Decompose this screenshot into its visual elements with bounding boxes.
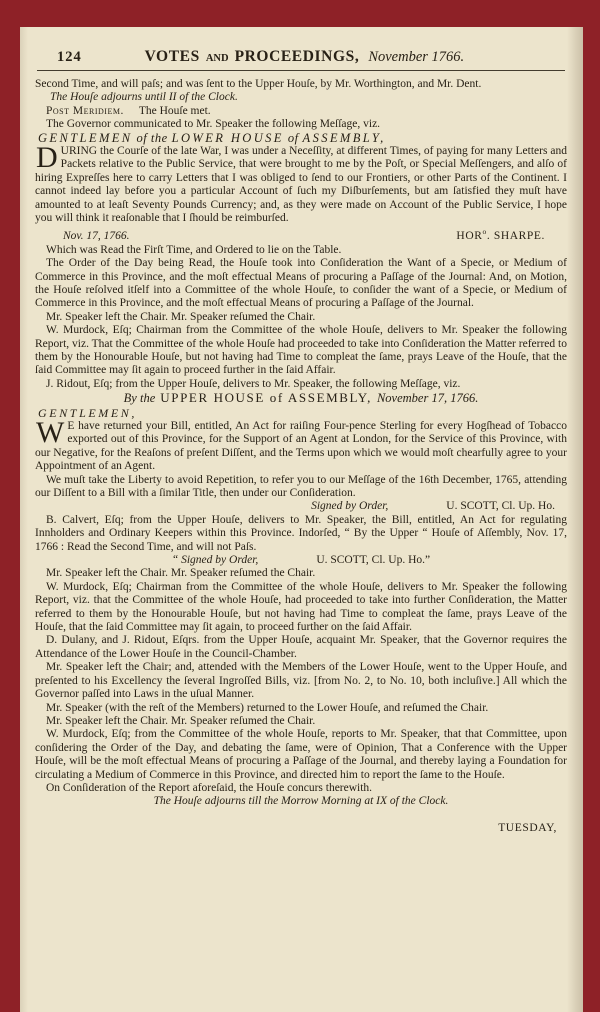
catchword-row bbox=[35, 822, 567, 835]
ridout-message-line: J. Ridout, Eſq; from the Upper Houſe, delivers to Mr. Speaker, the following Meſſage, viz. bbox=[46, 377, 461, 390]
salutation-gentlemen: GENTLEMEN bbox=[38, 130, 133, 145]
upper-house-heading bbox=[35, 391, 567, 406]
upper-heading-prefix: By the bbox=[123, 391, 156, 406]
order-of-day-paragraph: The Order of the Day being Read, the Houſe took into Conſideration the Want of a Specie, or Medium of Commerce in this Province, and the moſt effectual Means of procuring a Paſſage of the Journal: And, on Motion, the Houſe reſolved itſelf into a Committee of the whole Houſe, to conſider the want of a Specie, or Medium of Commerce in this Province, and the moſt effectual Means of procuring a Paſſage of the Journal. bbox=[35, 257, 567, 310]
page-number: 124 bbox=[57, 49, 82, 65]
governor-message-body bbox=[35, 141, 567, 225]
scott-signature-2: U. SCOTT, Cl. Up. Ho.” bbox=[316, 554, 431, 567]
speaker-chair-line-2: Mr. Speaker left the Chair. Mr. Speaker reſumed the Chair. bbox=[46, 567, 316, 580]
document-text bbox=[35, 78, 567, 835]
upper-house-message-body bbox=[35, 415, 567, 474]
murdock-report-2: W. Murdock, Eſq; Chairman from the Committee of the whole Houſe, delivers to Mr. Speaker the following Report, viz. that the Committee of the whole Houſe, had proceeded to take into further Conſideration, the Matter referred to them by the Honourable Houſe, but not having had Time to compleat the ſame, prays Leave of the Houſe, that the ſaid Committee may ſit again, to proceed further on the ſaid Affair. bbox=[35, 580, 567, 634]
post-meridiem-label: Post Meridiem. bbox=[46, 104, 124, 117]
governor-message-intro: The Governor communicated to Mr. Speaker the following Meſſage, viz. bbox=[46, 118, 381, 131]
scott-signature-1: U. SCOTT, Cl. Up. Ho. bbox=[446, 500, 555, 513]
speaker-chair-line-1: Mr. Speaker left the Chair. Mr. Speaker reſumed the Chair. bbox=[46, 310, 316, 323]
paper-shadow-left bbox=[20, 0, 28, 1012]
salutation-assembly: ASSEMBLY, bbox=[302, 130, 386, 145]
calvert-paragraph: B. Calvert, Eſq; from the Upper Houſe, delivers to Mr. Speaker, the Bill, entitled, An Act for regulating Innholders and Ordinary Keepers within this Province. Indorſed, “ By the Upper “ Houſe of Aſſembly, Nov. 17, 1766 : Read the Second Time, and will not Paſs. bbox=[35, 513, 567, 553]
signed-by-order-2: “ Signed by Order, bbox=[171, 554, 259, 567]
title-word-and: AND bbox=[205, 53, 229, 64]
dulany-ridout-paragraph: D. Dulany, and J. Ridout, Eſqrs. from the Upper Houſe, acquaint Mr. Speaker, that the Governor requires the Attendance of the Lower Houſe in the Council-Chamber. bbox=[35, 634, 567, 660]
title-word-votes: VOTES bbox=[144, 48, 200, 65]
paragraph-continuation: Second Time, and will paſs; and was ſent to the Upper Houſe, by Mr. Worthington, and Mr. Dent. bbox=[35, 78, 482, 90]
sharpe-signature bbox=[456, 225, 545, 243]
gentlemen-salutation: GENTLEMEN, bbox=[38, 405, 138, 420]
message-date: Nov. 17, 1766. bbox=[63, 230, 130, 243]
page-title bbox=[82, 48, 567, 66]
murdock-report-3: W. Murdock, Eſq; from the Committee of the whole Houſe, reports to Mr. Speaker, that that Committee, upon conſidering the Order of the Day, and debating the ſame, were of Opinion, That a Conference with the Upper Houſe, will be the moſt effectual Means of procuring a Paſſage of the Journal, and thereby laying a Foundation for circulating a Medium of Commerce in this Province, and directed him to report the ſame to the Houſe. bbox=[35, 728, 567, 781]
house-met-text: The Houſe met. bbox=[138, 104, 211, 117]
sharpe-name-rest: . SHARPE. bbox=[486, 230, 545, 243]
signed-by-order-1: Signed by Order, bbox=[311, 500, 389, 513]
repetition-paragraph: We muſt take the Liberty to avoid Repetition, to refer you to our Meſſage of the 16th December, 1765, attending our Diſſent to a Bill with a ſimilar Title, then under our Conſideration. bbox=[35, 473, 567, 500]
scott-signature-row-2 bbox=[35, 554, 567, 567]
ingrossed-bills-paragraph: Mr. Speaker left the Chair; and, attended with the Members of the Lower Houſe, went to the Upper Houſe, and preſented to his Excellency the ſeveral Ingroſſed Bills, viz. [from No. 2, to No. 10, both incluſive.] All which the Governor paſſed into Laws in the uſual Manner. bbox=[35, 661, 567, 701]
drop-cap-w: W bbox=[36, 415, 65, 449]
scott-signature-row-1 bbox=[35, 500, 567, 513]
page-edge-top bbox=[0, 0, 600, 27]
first-reading-line: Which was Read the Firſt Time, and Ordered to lie on the Table. bbox=[46, 243, 342, 256]
paper-shadow-right bbox=[567, 0, 583, 1012]
upper-house-message-text: E have returned your Bill, entitled, An Act for raiſing Four-pence Sterling for every Hogſhead of Tobacco exported out of this Province, for the Support of an Agent at London, for the Service of this Province, with our Negative, for the Reaſons of preſent Diſſent, and the Terms upon which we would moſt chearfully agree to your Appointment of an Agent. bbox=[35, 419, 567, 473]
sharpe-name-part: HOR bbox=[456, 230, 483, 243]
page-edge-right bbox=[583, 0, 600, 1012]
adjournment-two-oclock: The Houſe adjourns until II of the Clock. bbox=[50, 91, 238, 104]
governor-message-text: URING the Courſe of the late War, I was under a Neceſſity, at different Times, of paying for many Letters and Packets relative to the Public Service, that were brought to me by the Poſt, or Special Meſſengers, and alſo of hiring Expreſſes here to carry Letters that I was obliged to ſend to our Frontiers, or other Parts of the Continent. I cannot indeed lay before you a particular Account of ſuch my Diſburſements, but am ſatisfied they muſt have amounted to at leaſt Seventy Pounds Currency; and, as they were made on Account of the Public Service, I hope you will think it reaſonable that I ſhould be reimburſed. bbox=[35, 145, 567, 225]
salutation-lower-house: LOWER HOUSE bbox=[171, 130, 284, 145]
salutation-of-the: of the bbox=[136, 130, 168, 145]
title-word-proceedings: PROCEEDINGS, bbox=[234, 48, 360, 65]
sharpe-superscript: o bbox=[482, 227, 487, 237]
header-rule bbox=[37, 70, 565, 71]
speaker-returned-paragraph: Mr. Speaker (with the reſt of the Members) returned to the Lower Houſe, and reſumed the Chair. bbox=[46, 701, 489, 714]
sharpe-signature-row bbox=[35, 225, 567, 243]
page-edge-left bbox=[0, 0, 20, 1012]
post-meridiem-line bbox=[35, 105, 567, 118]
page-header bbox=[35, 48, 567, 66]
salutation-of: of bbox=[287, 130, 299, 145]
murdock-report-1: W. Murdock, Eſq; Chairman from the Committee of the whole Houſe, delivers to Mr. Speaker the following Report, viz. That the Committee of the whole Houſe had proceeded to take into Conſideration the Matter referred to them by the Honourable Houſe, but not having had Time to compleat the ſame, prays Leave of the Houſe, that the ſaid Committee may ſit again to proceed further in the ſaid Affair. bbox=[35, 324, 567, 377]
lower-house-salutation bbox=[35, 132, 567, 145]
drop-cap-d: D bbox=[36, 141, 58, 175]
page-body bbox=[20, 27, 583, 1012]
catchword: TUESDAY, bbox=[498, 821, 557, 834]
upper-heading-caps: UPPER HOUSE of ASSEMBLY, bbox=[160, 390, 372, 406]
concurrence-line: On Conſideration of the Report aforeſaid, the Houſe concurs therewith. bbox=[46, 781, 373, 794]
title-date: November 1766. bbox=[368, 49, 465, 65]
upper-heading-date: November 17, 1766. bbox=[376, 391, 479, 406]
speaker-chair-line-3: Mr. Speaker left the Chair. Mr. Speaker reſumed the Chair. bbox=[46, 714, 316, 727]
adjournment-morrow-line: The Houſe adjourns till the Morrow Morning at IX of the Clock. bbox=[153, 795, 449, 808]
